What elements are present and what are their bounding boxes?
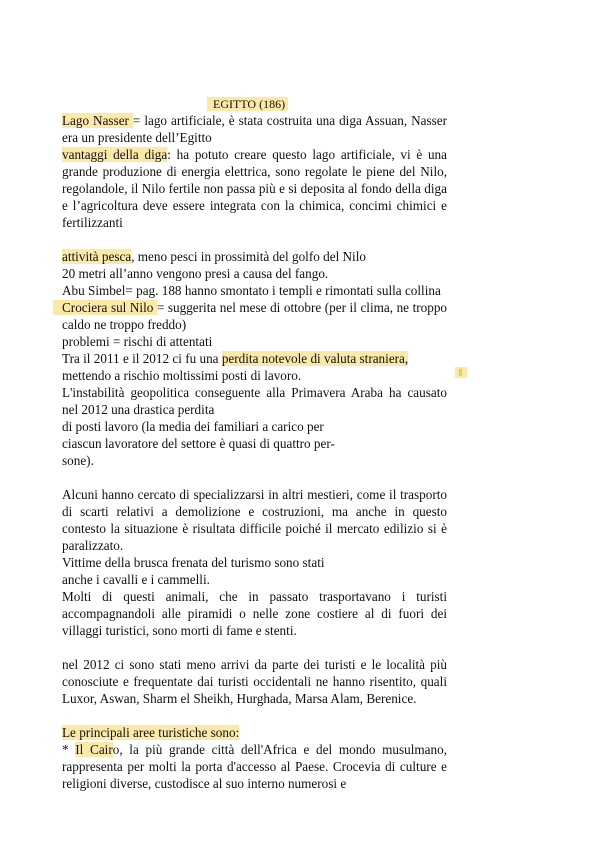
highlight-il-cairo: Il Cair [75, 742, 113, 757]
comment-marker-icon [455, 367, 467, 378]
paragraph-animali: Molti di questi animali, che in passato trasportavano i turisti accompagnandoli alle piramidi o nelle zone costiere al di fuori dei villaggi turistici, sono morti di fame e stenti. [62, 589, 447, 638]
line-problemi: problemi = rischi di attentati [62, 334, 213, 349]
title-highlight: EGITTO (186) [207, 97, 288, 111]
line-fango: 20 metri all’anno vengono presi a causa del fango. [62, 266, 329, 281]
highlight-vantaggi-diga: vantaggi della diga [62, 147, 168, 162]
paragraph-crociera: Crociera sul Nilo = suggerita nel mese di ottobre (per il clima, ne troppo caldo ne troppo freddo) [62, 299, 447, 333]
blank-line [62, 469, 447, 486]
paragraph-abu-simbel: Abu Simbel= pag. 188 hanno smontato i templi e rimontati sulla collina [62, 283, 441, 298]
paragraph-primavera-araba: L'instabilità geopolitica conseguente alla Primavera Araba ha causato nel 2012 una drastica perdita [62, 385, 447, 417]
paragraph-lago-nasser: Lago Nasser = lago artificiale, è stata costruita una diga Assuan, Nasser era un presidente dell’Egitto [62, 113, 448, 145]
highlight-crociera: Crociera sul Nilo [53, 300, 157, 315]
line-persone: sone). [62, 453, 94, 468]
line-cavalli: anche i cavalli e i cammelli. [62, 572, 210, 587]
paragraph-altri-mestieri: Alcuni hanno cercato di specializzarsi in altri mestieri, come il trasporto di scarti relativi a demolizione e costruzioni, ma anche in questo contesto la situazione è risultata difficile poiché il mercato edilizio si è paralizzato. [62, 487, 447, 553]
highlight-perdita-valuta: perdita notevole di valuta straniera, [221, 351, 409, 366]
highlight-aree-turistiche: Le principali aree turistiche sono: [62, 725, 240, 740]
line-perdita-valuta: Tra il 2011 e il 2012 ci fu una perdita notevole di valuta straniera, [62, 351, 409, 366]
highlight-attivita-pesca: attività pesca [62, 249, 132, 264]
paragraph-arrivi-2012: nel 2012 ci sono stati meno arrivi da parte dei turisti e le località più conosciute e frequentate dai turisti occidentali ne hanno risentito, quali Luxor, Aswan, Sharm el Sheikh, Hurghada, Marsa Alam, Berenice. [62, 657, 447, 706]
line-posti-lavoro: mettendo a rischio moltissimi posti di lavoro. [62, 368, 302, 383]
line-vittime: Vittime della brusca frenata del turismo sono stati [62, 555, 325, 570]
paragraph-vantaggi-diga: vantaggi della diga: ha potuto creare questo lago artificiale, vi è una grande produzione di energia elettrica, sono regolate le piene del Nilo, regolandole, il Nilo fertile non passa più e si deposita al fondo della diga e l’agricoltura deve essere integrata con la chimica, concimi chimici e fertilizzanti [62, 147, 448, 230]
document-body [62, 112, 447, 792]
line-media-familiari: di posti lavoro (la media dei familiari a carico per [62, 419, 324, 434]
highlight-lago-nasser: Lago Nasser [62, 113, 133, 128]
blank-line [62, 707, 447, 724]
page-title [207, 97, 288, 111]
blank-line [62, 639, 447, 656]
paragraph-attivita-pesca: attività pesca, meno pesci in prossimità del golfo del Nilo [62, 249, 366, 264]
line-ciascun-lavoratore: ciascun lavoratore del settore è quasi di quattro per- [62, 436, 335, 451]
paragraph-il-cairo: * Il Cairo, la più grande città dell'Africa e del mondo musulmano, rappresenta per molti la porta d'accesso al Paese. Crocevia di culture e religioni diverse, custodisce al suo interno numerosi e [62, 742, 447, 791]
blank-line [62, 231, 447, 248]
heading-aree-turistiche [62, 724, 447, 741]
